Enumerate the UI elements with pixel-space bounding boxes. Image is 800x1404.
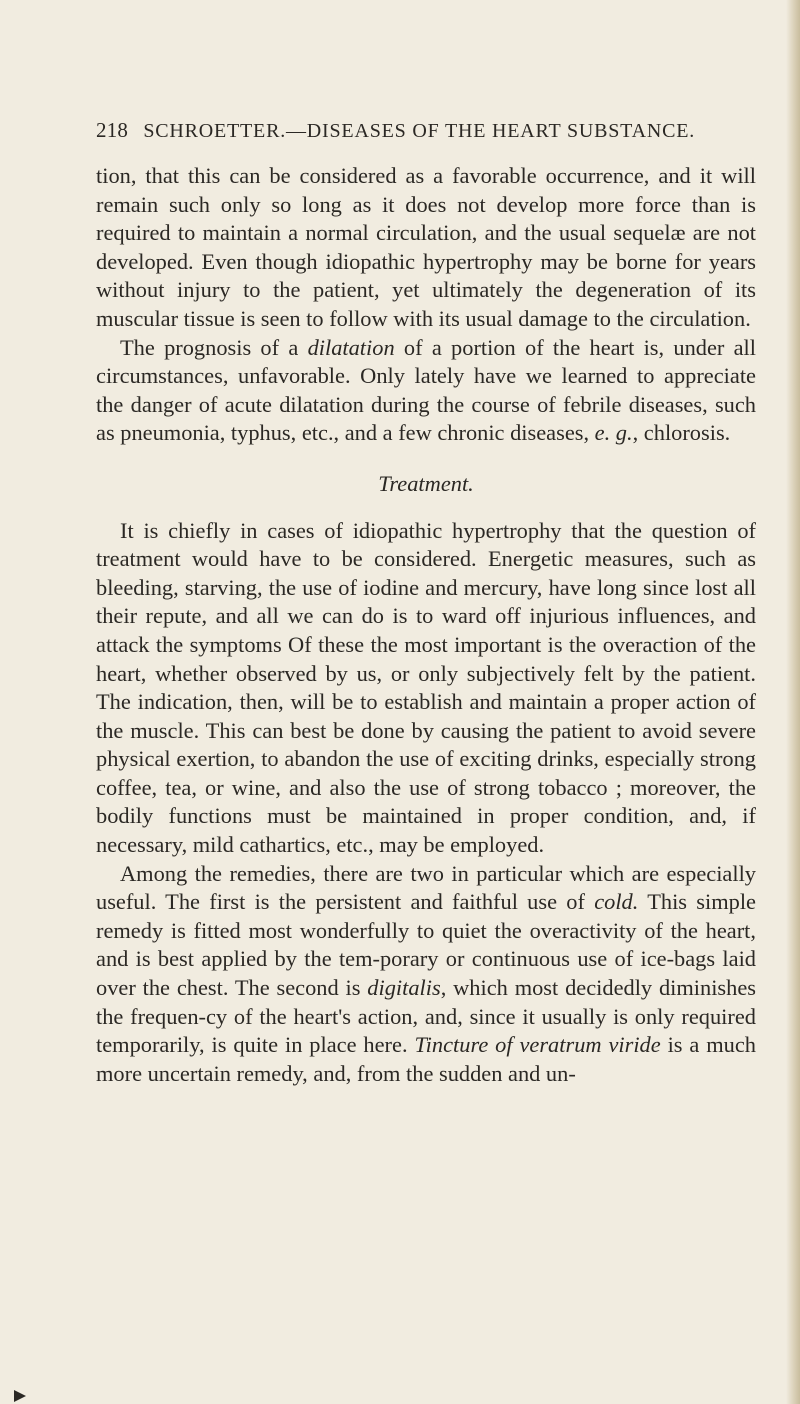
paragraph-continuation: tion, that this can be considered as a favorable occurrence, and it will remain such only so long as it does not develop more force than is required to maintain a normal circulation, and the usual sequelæ are not developed. Even though idiopathic hypertrophy may be borne for years without injury to the patient, yet ultimately the degeneration of its muscular tissue is seen to follow with its usual damage to the circulation. bbox=[96, 163, 756, 331]
text-run: Among the remedies, there are two in particular which are especially useful. The first is the persistent and faithful use of bbox=[96, 860, 756, 915]
emphasis-eg: e. g. bbox=[594, 420, 633, 446]
running-title: SCHROETTER.—DISEASES OF THE HEART SUBSTANCE. bbox=[143, 120, 696, 142]
body-text bbox=[96, 162, 756, 1088]
text-run: is a much more uncertain remedy, and, from the sudden and un- bbox=[96, 1032, 756, 1086]
section-heading-treatment: Treatment. bbox=[378, 470, 474, 496]
text-run: of a portion of the heart is, under all circumstances, unfavorable. Only lately have we learned to appreciate the danger of acute dilatation during the course of febrile diseases, such as pneumonia, typhus, etc., and a few chronic diseases, bbox=[96, 334, 756, 446]
corner-arrow-mark bbox=[14, 1390, 26, 1402]
emphasis-digitalis: digitalis bbox=[367, 975, 441, 1001]
emphasis-dilatation: dilatation bbox=[307, 334, 395, 360]
emphasis-cold: cold. bbox=[594, 889, 639, 915]
text-run: The prognosis of a bbox=[120, 334, 308, 360]
running-head bbox=[96, 118, 736, 143]
paragraph-treatment: It is chiefly in cases of idiopathic hypertrophy that the question of treatment would have to be considered. Energetic measures, such as bleeding, starving, the use of iodine and mercury, have long since lost all their repute, and all we can do is to ward off injurious influences, and attack the symptoms Of these the most important is the overaction of the heart, whether observed by us, or only subjectively felt by the patient. The indication, then, will be to establish and maintain a proper action of the muscle. This can best be done by causing the patient to avoid severe physical exertion, to abandon the use of exciting drinks, especially strong coffee, tea, or wine, and also the use of strong tobacco ; moreover, the bodily functions must be maintained in proper condition, and, if necessary, mild cathartics, etc., may be employed. bbox=[96, 517, 756, 858]
emphasis-veratrum: Tincture of veratrum viride bbox=[414, 1032, 661, 1058]
page-number: 218 bbox=[96, 118, 129, 142]
text-run: This simple remedy is fitted most wonderfully to quiet the overactivity of the heart, and is best applied by the tem-porary or continuous use of ice-bags laid over the chest. The second is bbox=[96, 889, 756, 1001]
text-run: , chlorosis. bbox=[632, 420, 731, 446]
text-run: , which most decidedly diminishes the frequen-cy of the heart's action, and, since it usually is only required temporarily, is quite in place here. bbox=[96, 975, 756, 1058]
paragraph-prognosis bbox=[96, 334, 756, 448]
paragraph-remedies bbox=[96, 860, 756, 1089]
page-edge-shadow bbox=[786, 0, 800, 1404]
